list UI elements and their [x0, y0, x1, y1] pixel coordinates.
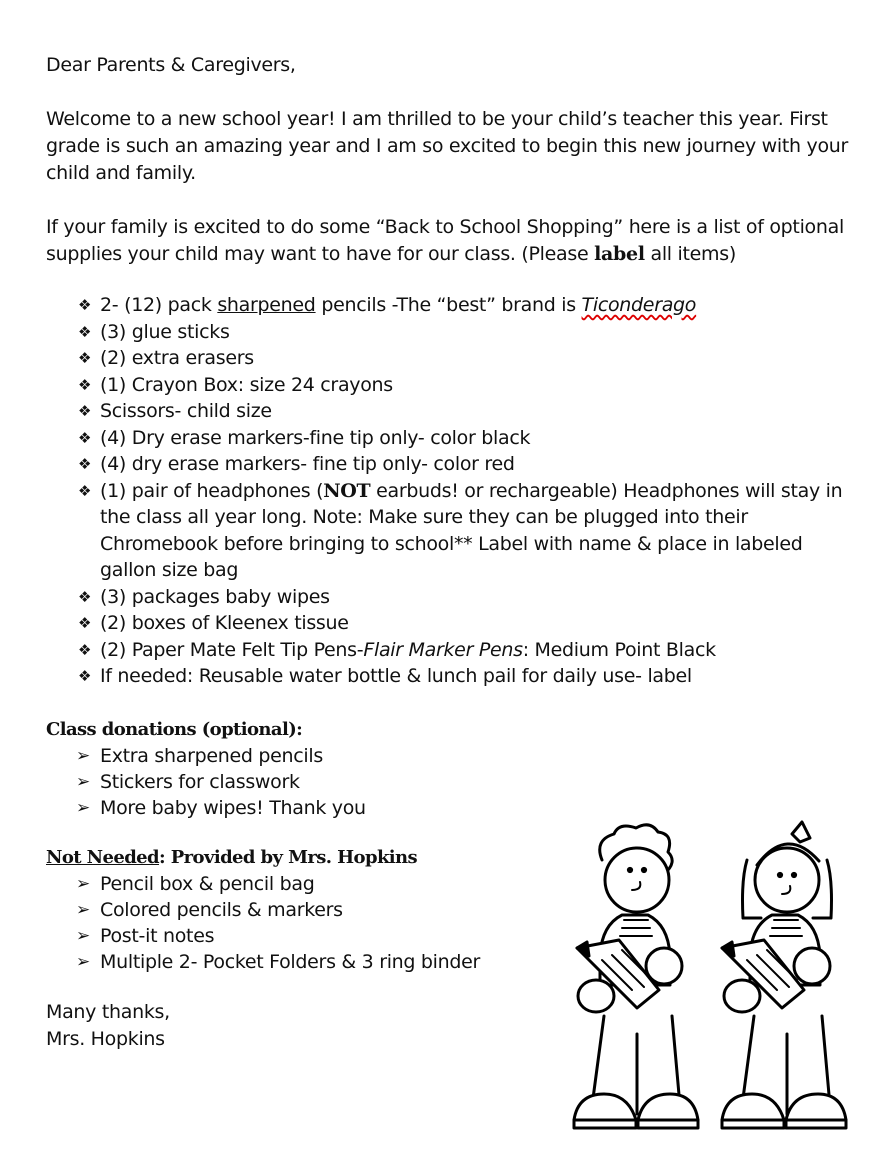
item-text: If needed: Reusable water bottle & lunch pail for daily use- label — [100, 665, 692, 687]
signature: Mrs. Hopkins — [46, 1027, 165, 1050]
diamond-bullet-icon: ❖ — [78, 614, 92, 632]
diamond-bullet-icon: ❖ — [78, 349, 92, 367]
item-text: Post-it notes — [100, 924, 215, 947]
intro-paragraph: Welcome to a new school year! I am thrilled to be your child’s teacher this year. First grade is such an amazing year and I am so excited to begin this new journey with your child and family. — [46, 108, 849, 184]
diamond-bullet-icon: ❖ — [78, 322, 92, 341]
item-text: (3) glue sticks — [100, 320, 230, 343]
item-text: pencils -The “best” brand is — [315, 294, 582, 316]
supply-item — [78, 372, 856, 399]
arrow-bullet-icon: ➢ — [76, 951, 90, 972]
heading-rest: : Provided by Mrs. Hopkins — [159, 846, 418, 868]
item-text: 2- (12) pack — [100, 294, 218, 316]
brand-name-misspelled: Ticonderago — [581, 294, 697, 316]
supply-item — [78, 319, 856, 346]
supply-item — [78, 663, 856, 690]
supply-item — [78, 292, 856, 319]
donation-item — [76, 769, 856, 795]
arrow-bullet-icon: ➢ — [76, 925, 90, 946]
not-emphasis: NOT — [323, 479, 371, 502]
closing: Many thanks, — [46, 1000, 170, 1023]
item-text: Stickers for classwork — [100, 770, 300, 793]
arrow-bullet-icon: ➢ — [76, 899, 90, 920]
diamond-bullet-icon: ❖ — [78, 667, 92, 685]
supply-item — [78, 637, 856, 664]
underlined-text: sharpened — [217, 294, 316, 316]
supply-list — [46, 292, 856, 690]
diamond-bullet-icon: ❖ — [78, 455, 92, 473]
item-text: Colored pencils & markers — [100, 898, 343, 921]
item-text: Pencil box & pencil bag — [100, 872, 315, 895]
donation-item — [76, 743, 856, 769]
item-text: (2) Paper Mate Felt Tip Pens- — [100, 638, 364, 661]
item-text: (4) Dry erase markers-fine tip only- color black — [100, 426, 531, 449]
donations-heading: Class donations (optional): — [46, 718, 303, 740]
arrow-bullet-icon: ➢ — [76, 873, 90, 894]
girl-figure-icon — [722, 822, 846, 1128]
arrow-bullet-icon: ➢ — [76, 745, 90, 766]
arrow-bullet-icon: ➢ — [76, 797, 90, 818]
diamond-bullet-icon: ❖ — [78, 375, 92, 394]
item-text: (2) extra erasers — [100, 347, 254, 369]
children-with-pencils-illustration — [562, 820, 852, 1132]
supply-item — [78, 451, 856, 478]
supply-item — [78, 345, 856, 372]
diamond-bullet-icon: ❖ — [78, 481, 92, 500]
item-text: Scissors- child size — [100, 400, 272, 422]
diamond-bullet-icon: ❖ — [78, 640, 92, 659]
supply-item — [78, 398, 856, 425]
item-text: More baby wipes! Thank you — [100, 796, 366, 819]
italic-text: Flair Marker Pens — [363, 638, 523, 661]
donations-list — [46, 743, 856, 821]
item-text: earbuds! or rechargeable) Headphones will stay in the class all year long. Note: Make sure they can be plugged into their Chromebook before bringing to school** Label with name & place in labeled gallon size bag — [100, 479, 843, 581]
boy-figure-icon — [574, 825, 698, 1128]
item-text: (1) Crayon Box: size 24 crayons — [100, 373, 393, 396]
diamond-bullet-icon: ❖ — [78, 428, 92, 447]
heading-underlined: Not Needed — [46, 846, 160, 868]
supply-item — [78, 610, 856, 637]
greeting: Dear Parents & Caregivers, — [46, 54, 296, 76]
label-emphasis: label — [594, 243, 645, 265]
item-text: (3) packages baby wipes — [100, 585, 330, 608]
item-text: (4) dry erase markers- fine tip only- color red — [100, 453, 515, 475]
diamond-bullet-icon: ❖ — [78, 402, 92, 420]
diamond-bullet-icon: ❖ — [78, 587, 92, 606]
item-text: Multiple 2- Pocket Folders & 3 ring binder — [100, 950, 481, 973]
arrow-bullet-icon: ➢ — [76, 771, 90, 792]
item-text: : Medium Point Black — [522, 638, 716, 661]
supply-item — [78, 425, 856, 452]
supply-item — [78, 478, 856, 584]
donation-item — [76, 795, 856, 821]
item-text: (1) pair of headphones ( — [100, 479, 324, 502]
donations-section — [46, 717, 856, 821]
diamond-bullet-icon: ❖ — [78, 296, 92, 314]
supply-item — [78, 584, 856, 611]
item-text: (2) boxes of Kleenex tissue — [100, 612, 349, 634]
item-text: Extra sharpened pencils — [100, 744, 323, 767]
shopping-text-end: all items) — [644, 243, 736, 265]
shopping-paragraph — [46, 214, 856, 268]
shopping-text: If your family is excited to do some “Back to School Shopping” here is a list of optional supplies your child may want to have for our class. (Please — [46, 216, 844, 265]
